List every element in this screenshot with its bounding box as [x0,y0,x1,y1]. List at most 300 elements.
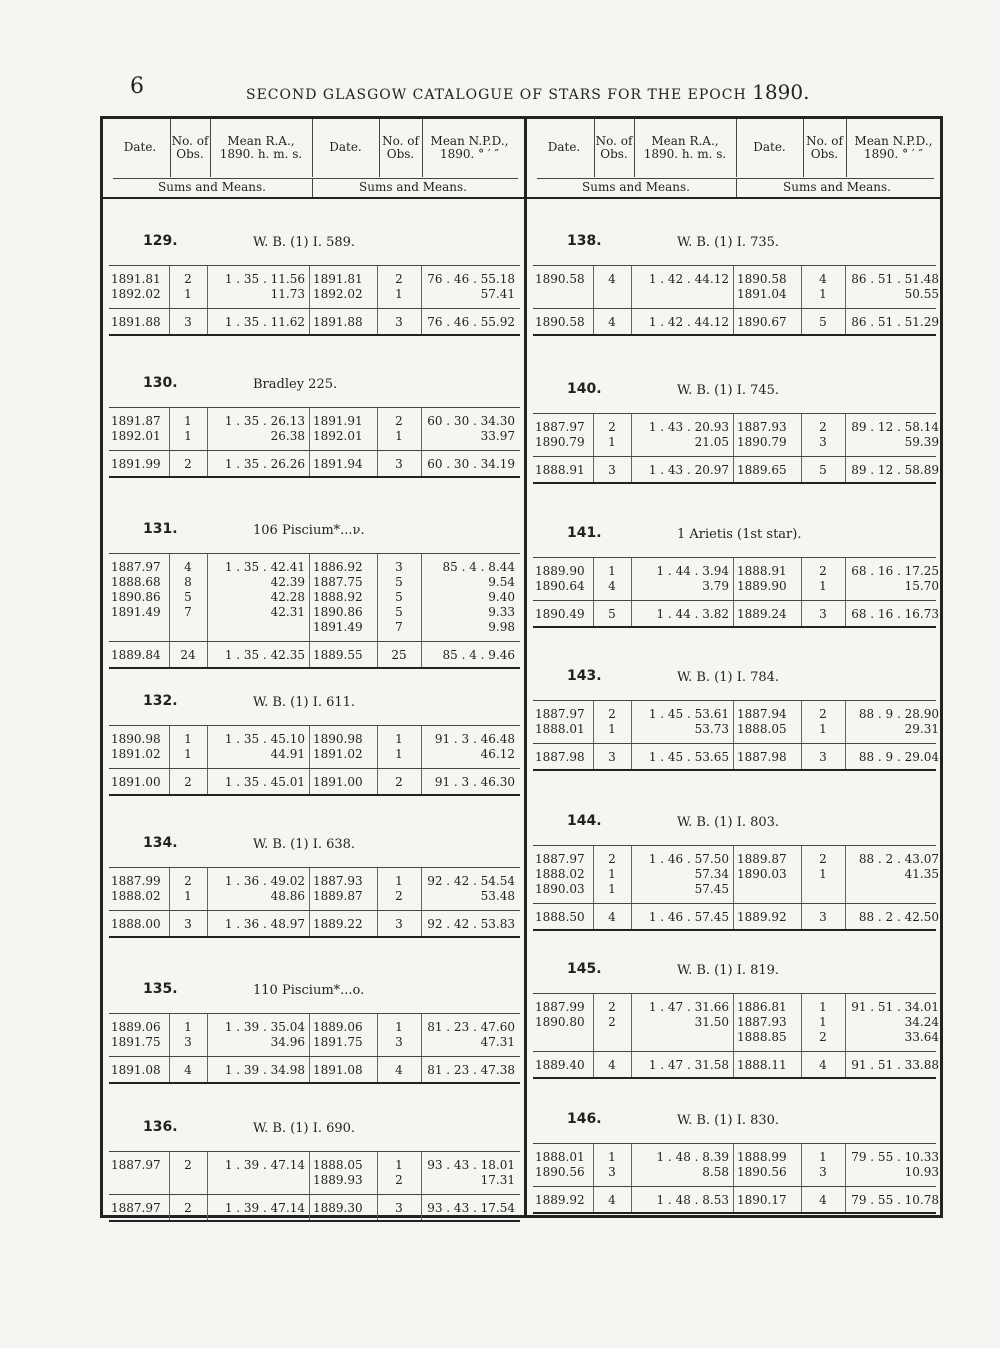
star-number: 141. [567,525,602,541]
sum-rule [109,910,520,911]
ra_obs: 2 [184,874,192,888]
ra_dates: 1888.02 [535,867,585,881]
observations-table [533,993,939,1077]
sum-rule [109,641,520,642]
npd_dates: 1891.81 [313,272,363,286]
entry-end-rule [109,1220,520,1222]
star-number: 145. [567,961,602,977]
ra_dates: 1889.06 [111,1020,161,1034]
ra: 1 . 44 . 3.94 [656,564,729,578]
npd_dates: 1890.98 [313,732,363,746]
ra: 1 . 42 . 44.12 [648,272,729,286]
sum-ra-obs: 3 [184,917,192,931]
npd_obs: 1 [819,287,827,301]
column-rule [801,701,802,769]
column-rule [377,1014,378,1082]
column-rule [169,266,170,334]
star-number: 135. [143,981,178,997]
observations-table [533,700,939,769]
npd_dates: 1889.87 [737,852,787,866]
ra_obs: 4 [608,579,616,593]
ra_dates: 1888.68 [111,575,161,589]
column-rule [593,558,594,626]
column-rule [421,266,422,334]
star-name: 106 Piscium*...ν. [253,523,365,538]
column-rule [845,994,846,1077]
ra_dates: 1887.99 [111,874,161,888]
npd_obs: 1 [819,1015,827,1029]
column-rule [377,266,378,334]
ra_dates: 1887.97 [111,1158,161,1172]
column-rule [169,1152,170,1220]
column-rule [169,726,170,794]
npd: 53.48 [480,889,515,903]
npd: 93 . 43 . 18.01 [427,1158,515,1172]
left-column [103,119,527,1215]
npd_obs: 3 [819,435,827,449]
sum-ra-date: 1890.49 [535,607,585,621]
npd_dates: 1892.01 [313,429,363,443]
column-header [103,119,524,199]
sum-ra-date: 1888.00 [111,917,161,931]
column-rule [593,701,594,769]
sum-npd-date: 1891.00 [313,775,363,789]
header-obs: No. of Obs. [595,133,633,161]
star-name: W. B. (1) I. 735. [677,235,780,250]
npd: 89 . 12 . 58.14 [851,420,939,434]
entry-end-rule [109,794,520,796]
npd_obs: 7 [395,620,403,634]
column-rule [377,726,378,794]
sum-ra-obs: 3 [184,315,192,329]
sum-npd-obs: 4 [819,1058,827,1072]
sum-rule [109,308,520,309]
npd: 81 . 23 . 47.60 [427,1020,515,1034]
sum-ra-obs: 2 [184,1201,192,1215]
column-rule [309,868,310,936]
sum-npd-mean: 88 . 9 . 29.04 [858,750,939,764]
sum-npd-mean: 76 . 46 . 55.92 [427,315,515,329]
npd_obs: 2 [395,1173,403,1187]
star-name: Bradley 225. [253,377,338,392]
sum-ra-mean: 1 . 47 . 31.58 [648,1058,729,1072]
npd: 79 . 55 . 10.33 [851,1150,939,1164]
ra: 42.31 [270,605,305,619]
npd_obs: 1 [395,732,403,746]
sum-rule [533,1051,936,1052]
npd_obs: 1 [819,867,827,881]
sum-ra-obs: 4 [608,315,616,329]
npd_obs: 1 [819,1000,827,1014]
column-rule [845,558,846,626]
observations-table [109,725,520,794]
ra_obs: 2 [608,1015,616,1029]
observations-table [533,265,939,334]
npd_obs: 5 [395,575,403,589]
sum-npd-obs: 3 [395,457,403,471]
ra: 44.91 [270,747,305,761]
star-number: 140. [567,381,602,397]
star-name: W. B. (1) I. 784. [677,670,780,685]
ra_dates: 1890.03 [535,882,585,896]
entry-end-rule [533,769,936,771]
sum-ra-mean: 1 . 39 . 34.98 [224,1063,305,1077]
npd: 92 . 42 . 54.54 [427,874,515,888]
ra_dates: 1891.87 [111,414,161,428]
column-rule [733,701,734,769]
ra: 1 . 39 . 35.04 [224,1020,305,1034]
sum-ra-mean: 1 . 48 . 8.53 [656,1193,729,1207]
sum-npd-date: 1889.24 [737,607,787,621]
sum-rule [533,600,936,601]
npd: 15.70 [904,579,939,593]
sum-ra-obs: 2 [184,775,192,789]
column-rule [593,994,594,1077]
sum-npd-obs: 3 [395,917,403,931]
npd: 46.12 [480,747,515,761]
header-divider [312,119,313,177]
ra: 1 . 45 . 53.61 [648,707,729,721]
npd_dates: 1887.75 [313,575,363,589]
entry-end-rule [533,626,936,628]
star-number: 131. [143,521,178,537]
npd: 91 . 3 . 46.48 [434,732,515,746]
sum-ra-mean: 1 . 39 . 47.14 [224,1201,305,1215]
ra_dates: 1890.64 [535,579,585,593]
npd: 33.64 [904,1030,939,1044]
npd: 88 . 9 . 28.90 [858,707,939,721]
header-obs: No. of Obs. [171,133,209,161]
sum-rule [533,743,936,744]
sum-npd-date: 1891.94 [313,457,363,471]
column-rule [309,1014,310,1082]
column-rule [631,994,632,1077]
observations-table [533,845,939,929]
ra: 8.58 [702,1165,729,1179]
column-rule [593,266,594,334]
star-name: W. B. (1) I. 638. [253,837,356,852]
npd: 29.31 [904,722,939,736]
sum-ra-obs: 2 [184,457,192,471]
column-rule [377,868,378,936]
star-number: 134. [143,835,178,851]
ra_dates: 1887.97 [535,707,585,721]
column-rule [207,1014,208,1082]
npd_dates: 1889.87 [313,889,363,903]
sum-npd-date: 1891.88 [313,315,363,329]
header-obs: No. of Obs. [382,133,419,161]
npd_dates: 1890.56 [737,1165,787,1179]
ra_dates: 1887.99 [535,1000,585,1014]
sum-npd-date: 1889.22 [313,917,363,931]
observations-table [109,265,520,334]
ra_dates: 1890.58 [535,272,585,286]
observations-table [109,553,520,667]
ra: 31.50 [694,1015,729,1029]
ra_obs: 7 [184,605,192,619]
column-rule [421,1014,422,1082]
ra_dates: 1888.01 [535,722,585,736]
ra_dates: 1891.75 [111,1035,161,1049]
entry-end-rule [533,1077,936,1079]
header-divider [312,179,313,197]
column-rule [733,414,734,482]
ra_dates: 1888.01 [535,1150,585,1164]
entry-end-rule [109,667,520,669]
column-rule [207,726,208,794]
ra: 1 . 36 . 49.02 [224,874,305,888]
column-rule [309,1152,310,1220]
ra_obs: 1 [184,889,192,903]
ra: 42.28 [270,590,305,604]
ra_obs: 1 [184,747,192,761]
ra_dates: 1891.81 [111,272,161,286]
sum-ra-date: 1887.98 [535,750,585,764]
sum-npd-mean: 85 . 4 . 9.46 [442,648,515,662]
column-rule [207,1152,208,1220]
sum-ra-obs: 3 [608,463,616,477]
ra_dates: 1887.97 [535,420,585,434]
npd: 76 . 46 . 55.18 [427,272,515,286]
sum-npd-mean: 60 . 30 . 34.19 [427,457,515,471]
npd: 57.41 [480,287,515,301]
sum-ra-mean: 1 . 45 . 53.65 [648,750,729,764]
npd: 9.98 [488,620,515,634]
ra: 57.45 [694,882,729,896]
column-rule [207,408,208,476]
observations-table [109,407,520,476]
sum-ra-mean: 1 . 43 . 20.97 [648,463,729,477]
sum-rule [533,456,936,457]
star-name: W. B. (1) I. 819. [677,963,780,978]
star-name: 1 Arietis (1st star). [677,527,802,542]
ra_dates: 1887.97 [535,852,585,866]
npd_dates: 1888.91 [737,564,787,578]
column-rule [593,414,594,482]
ra: 1 . 35 . 42.41 [224,560,305,574]
star-number: 143. [567,668,602,684]
npd_obs: 5 [395,605,403,619]
sum-npd-mean: 79 . 55 . 10.78 [851,1193,939,1207]
column-rule [169,408,170,476]
ra_dates: 1888.02 [111,889,161,903]
sum-ra-date: 1889.40 [535,1058,585,1072]
npd_dates: 1888.99 [737,1150,787,1164]
npd_dates: 1888.05 [737,722,787,736]
catalogue-table [100,116,943,1218]
ra_dates: 1891.02 [111,747,161,761]
npd_obs: 4 [819,272,827,286]
sum-npd-mean: 91 . 3 . 46.30 [434,775,515,789]
sum-npd-mean: 91 . 51 . 33.88 [851,1058,939,1072]
ra_obs: 1 [184,1020,192,1034]
sum-ra-mean: 1 . 44 . 3.82 [656,607,729,621]
header-date: Date. [753,140,786,155]
sum-ra-mean: 1 . 35 . 11.62 [224,315,305,329]
sum-npd-date: 1889.55 [313,648,363,662]
column-rule [801,994,802,1077]
sum-ra-mean: 1 . 36 . 48.97 [224,917,305,931]
ra: 48.86 [270,889,305,903]
column-rule [801,1144,802,1212]
ra: 26.38 [270,429,305,443]
ra: 42.39 [270,575,305,589]
npd: 91 . 51 . 34.01 [851,1000,939,1014]
column-rule [733,266,734,334]
sum-npd-date: 1889.65 [737,463,787,477]
ra_dates: 1889.90 [535,564,585,578]
npd: 59.39 [904,435,939,449]
ra_dates: 1890.79 [535,435,585,449]
column-rule [309,408,310,476]
header-divider [594,119,595,177]
npd: 88 . 2 . 43.07 [858,852,939,866]
sum-npd-mean: 88 . 2 . 42.50 [858,910,939,924]
running-title [246,80,809,104]
npd_obs: 1 [819,1150,827,1164]
header-obs: No. of Obs. [806,133,843,161]
column-rule [169,1014,170,1082]
column-rule [207,554,208,667]
npd: 10.93 [904,1165,939,1179]
sum-ra-obs: 4 [608,910,616,924]
npd_dates: 1886.81 [737,1000,787,1014]
ra: 53.73 [694,722,729,736]
sums-and-means-label: Sums and Means. [783,180,891,194]
sum-ra-date: 1888.91 [535,463,585,477]
star-number: 138. [567,233,602,249]
header-ra: Mean R.A., 1890. h. m. s. [219,133,303,161]
entry-end-rule [533,482,936,484]
ra_dates: 1890.86 [111,590,161,604]
sum-npd-mean: 89 . 12 . 58.89 [851,463,939,477]
ra: 11.73 [270,287,305,301]
column-rule [421,554,422,667]
running-title-epoch: 1890. [752,80,810,104]
sum-rule [109,1194,520,1195]
ra_dates: 1890.56 [535,1165,585,1179]
sum-npd-mean: 81 . 23 . 47.38 [427,1063,515,1077]
column-rule [421,408,422,476]
sum-npd-obs: 3 [819,910,827,924]
ra_obs: 3 [184,1035,192,1049]
column-rule [421,1152,422,1220]
npd: 85 . 4 . 8.44 [442,560,515,574]
ra_obs: 5 [184,590,192,604]
sum-ra-date: 1890.58 [535,315,585,329]
column-rule [733,994,734,1077]
sum-ra-mean: 1 . 46 . 57.45 [648,910,729,924]
sum-npd-mean: 93 . 43 . 17.54 [427,1201,515,1215]
ra: 1 . 35 . 45.10 [224,732,305,746]
star-name: W. B. (1) I. 611. [253,695,356,710]
sum-ra-date: 1891.00 [111,775,161,789]
npd_obs: 1 [819,722,827,736]
header-divider [803,119,804,177]
ra_dates: 1887.97 [111,560,161,574]
ra: 1 . 39 . 47.14 [224,1158,305,1172]
column-rule [421,726,422,794]
npd_obs: 3 [395,1035,403,1049]
column-rule [845,846,846,929]
column-rule [631,846,632,929]
npd_dates: 1891.02 [313,747,363,761]
ra: 34.96 [270,1035,305,1049]
star-name: W. B. (1) I. 745. [677,383,780,398]
column-rule [845,1144,846,1212]
sum-ra-mean: 1 . 42 . 44.12 [648,315,729,329]
sum-npd-date: 1890.67 [737,315,787,329]
star-number: 130. [143,375,178,391]
header-date: Date. [547,140,581,155]
ra: 1 . 35 . 11.56 [224,272,305,286]
header-npd: Mean N.P.D., 1890. ° ′ ″ [854,133,933,161]
npd_obs: 2 [819,1030,827,1044]
npd_obs: 1 [395,287,403,301]
sums-and-means-label: Sums and Means. [359,180,467,194]
npd: 50.55 [904,287,939,301]
star-number: 136. [143,1119,178,1135]
npd_dates: 1886.92 [313,560,363,574]
column-rule [845,266,846,334]
observations-table [109,867,520,936]
column-rule [733,1144,734,1212]
column-rule [309,726,310,794]
ra_obs: 2 [608,420,616,434]
ra: 57.34 [694,867,729,881]
sum-npd-date: 1891.08 [313,1063,363,1077]
npd_obs: 1 [395,874,403,888]
sum-ra-date: 1887.97 [111,1201,161,1215]
column-rule [377,408,378,476]
header-date: Date. [123,140,157,155]
sum-npd-date: 1887.98 [737,750,787,764]
ra_obs: 1 [608,722,616,736]
star-number: 144. [567,813,602,829]
sum-ra-mean: 1 . 35 . 42.35 [224,648,305,662]
column-rule [845,701,846,769]
npd: 9.33 [488,605,515,619]
column-rule [631,414,632,482]
ra_dates: 1890.80 [535,1015,585,1029]
sum-npd-mean: 92 . 42 . 53.83 [427,917,515,931]
sum-npd-mean: 68 . 16 . 16.73 [851,607,939,621]
npd_dates: 1887.93 [737,1015,787,1029]
npd: 9.54 [488,575,515,589]
ra: 1 . 35 . 26.13 [224,414,305,428]
ra_dates: 1892.01 [111,429,161,443]
header-rule [113,178,518,179]
observations-table [533,557,939,626]
sum-npd-mean: 86 . 51 . 51.29 [851,315,939,329]
sum-npd-date: 1889.92 [737,910,787,924]
npd_dates: 1892.02 [313,287,363,301]
ra: 21.05 [694,435,729,449]
ra_obs: 2 [608,852,616,866]
ra_dates: 1892.02 [111,287,161,301]
sum-npd-obs: 2 [395,775,403,789]
npd_dates: 1889.93 [313,1173,363,1187]
sum-ra-obs: 3 [608,750,616,764]
sum-ra-obs: 5 [608,607,616,621]
sum-npd-obs: 5 [819,315,827,329]
sum-ra-date: 1891.88 [111,315,161,329]
column-rule [593,846,594,929]
npd_dates: 1889.90 [737,579,787,593]
sum-rule [533,903,936,904]
ra_obs: 2 [608,1000,616,1014]
sums-and-means-label: Sums and Means. [582,180,690,194]
